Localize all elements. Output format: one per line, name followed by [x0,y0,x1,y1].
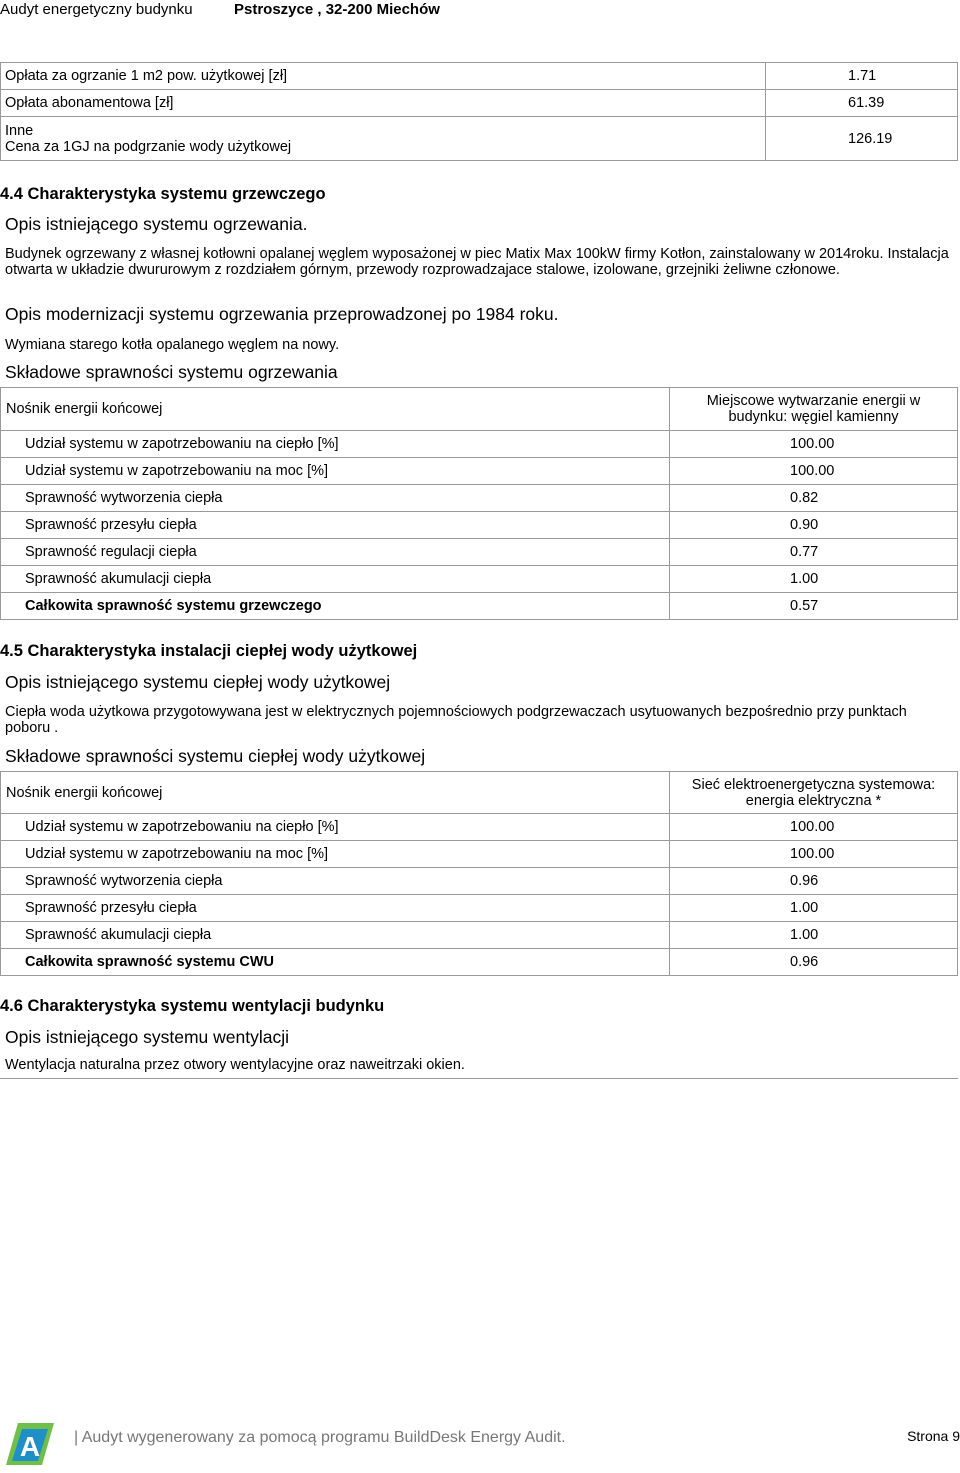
table-row [1,458,958,485]
section-title-heating: 4.4 Charakterystyka systemu grzewczego [0,185,326,203]
table-row [1,922,958,949]
total-efficiency-label: Całkowita sprawność systemu grzewczego [1,593,670,620]
efficiency-label: Udział systemu w zapotrzebowaniu na moc [%] [1,458,670,485]
heating-efficiency-table [0,387,958,620]
hot-water-components-title: Składowe sprawności systemu ciepłej wody użytkowej [5,746,426,766]
table-row [1,841,958,868]
svg-text:A: A [19,1431,41,1462]
table-row [1,485,958,512]
efficiency-label: Sprawność wytworzenia ciepła [1,868,670,895]
section-divider [0,1078,958,1079]
table-row [1,90,958,117]
carrier-label: Nośnik energii końcowej [1,772,670,814]
efficiency-label: Udział systemu w zapotrzebowaniu na ciepło [%] [1,814,670,841]
efficiency-value: 100.00 [670,814,958,841]
carrier-value: Sieć elektroenergetyczna systemowa: energia elektryczna * [670,772,958,814]
hot-water-existing-title: Opis istniejącego systemu ciepłej wody użytkowej [5,672,391,692]
cost-value: 126.19 [766,117,958,161]
table-row [1,512,958,539]
heating-components-title: Składowe sprawności systemu ogrzewania [5,362,338,382]
costs-table [0,62,958,161]
cost-label-other: Inne [5,122,34,139]
cost-label-cell [1,117,766,161]
efficiency-label: Sprawność akumulacji ciepła [1,922,670,949]
total-efficiency-value: 0.96 [670,949,958,976]
table-row [1,868,958,895]
carrier-label: Nośnik energii końcowej [1,388,670,431]
table-row [1,117,958,161]
total-efficiency-value: 0.57 [670,593,958,620]
table-row [1,566,958,593]
table-row-total [1,949,958,976]
section-title-ventilation: 4.6 Charakterystyka systemu wentylacji budynku [0,997,385,1015]
page-header [0,0,960,22]
efficiency-label: Udział systemu w zapotrzebowaniu na moc [%] [1,841,670,868]
table-row [1,431,958,458]
efficiency-value: 0.82 [670,485,958,512]
builddesk-logo-icon [4,1421,56,1467]
heating-modernization-text: Wymiana starego kotła opalanego węglem na nowy. [5,337,340,353]
efficiency-value: 1.00 [670,922,958,949]
cost-label: Opłata abonamentowa [zł] [1,90,766,117]
cost-value: 61.39 [766,90,958,117]
efficiency-value: 1.00 [670,566,958,593]
page-number: Strona 9 [907,1428,960,1444]
table-row [1,63,958,90]
ventilation-existing-title: Opis istniejącego systemu wentylacji [5,1027,290,1047]
cost-label: Opłata za ogrzanie 1 m2 pow. użytkowej [zł] [1,63,766,90]
table-row [1,539,958,566]
table-row [1,388,958,431]
efficiency-label: Sprawność regulacji ciepła [1,539,670,566]
heating-modernization-title: Opis modernizacji systemu ogrzewania przeprowadzonej po 1984 roku. [5,304,559,324]
efficiency-label: Sprawność akumulacji ciepła [1,566,670,593]
table-row [1,814,958,841]
efficiency-value: 0.77 [670,539,958,566]
footer-generated-text: | Audyt wygenerowany za pomocą programu BuildDesk Energy Audit. [74,1429,566,1446]
efficiency-value: 100.00 [670,841,958,868]
total-efficiency-label: Całkowita sprawność systemu CWU [1,949,670,976]
hot-water-efficiency-table [0,771,958,976]
cost-value: 1.71 [766,63,958,90]
efficiency-label: Sprawność przesyłu ciepła [1,512,670,539]
section-title-hot-water: 4.5 Charakterystyka instalacji ciepłej wody użytkowej [0,642,418,660]
efficiency-value: 0.90 [670,512,958,539]
carrier-value: Miejscowe wytwarzanie energii w budynku: węgiel kamienny [670,388,958,431]
document-title: Audyt energetyczny budynku [0,1,193,18]
efficiency-value: 100.00 [670,458,958,485]
building-location: Pstroszyce , 32-200 Miechów [234,1,440,18]
efficiency-label: Udział systemu w zapotrzebowaniu na ciepło [%] [1,431,670,458]
cost-label-hot-water-price: Cena za 1GJ na podgrzanie wody użytkowej [5,138,292,155]
efficiency-label: Sprawność przesyłu ciepła [1,895,670,922]
efficiency-value: 0.96 [670,868,958,895]
heating-existing-text: Budynek ogrzewany z własnej kotłowni opalanej węglem wyposażonej w piec Matix Max 100kW firmy Kotłon, zainstalowany w 2014roku. Instalacja otwarta w układzie dwururowym z rozdziałem górnym, przewody rozprowadzajace stalowe, izolowane, grzejniki żeliwne członowe. [5,246,949,278]
efficiency-value: 1.00 [670,895,958,922]
ventilation-existing-text: Wentylacja naturalna przez otwory wentylacyjne oraz naweitrzaki okien. [5,1057,465,1073]
table-row [1,895,958,922]
efficiency-value: 100.00 [670,431,958,458]
efficiency-label: Sprawność wytworzenia ciepła [1,485,670,512]
table-row [1,772,958,814]
table-row-total [1,593,958,620]
hot-water-existing-text: Ciepła woda użytkowa przygotowywana jest w elektrycznych pojemnościowych podgrzewaczach usytuowanych bezpośrednio przy punktach poboru . [5,704,907,736]
heating-existing-title: Opis istniejącego systemu ogrzewania. [5,214,308,234]
